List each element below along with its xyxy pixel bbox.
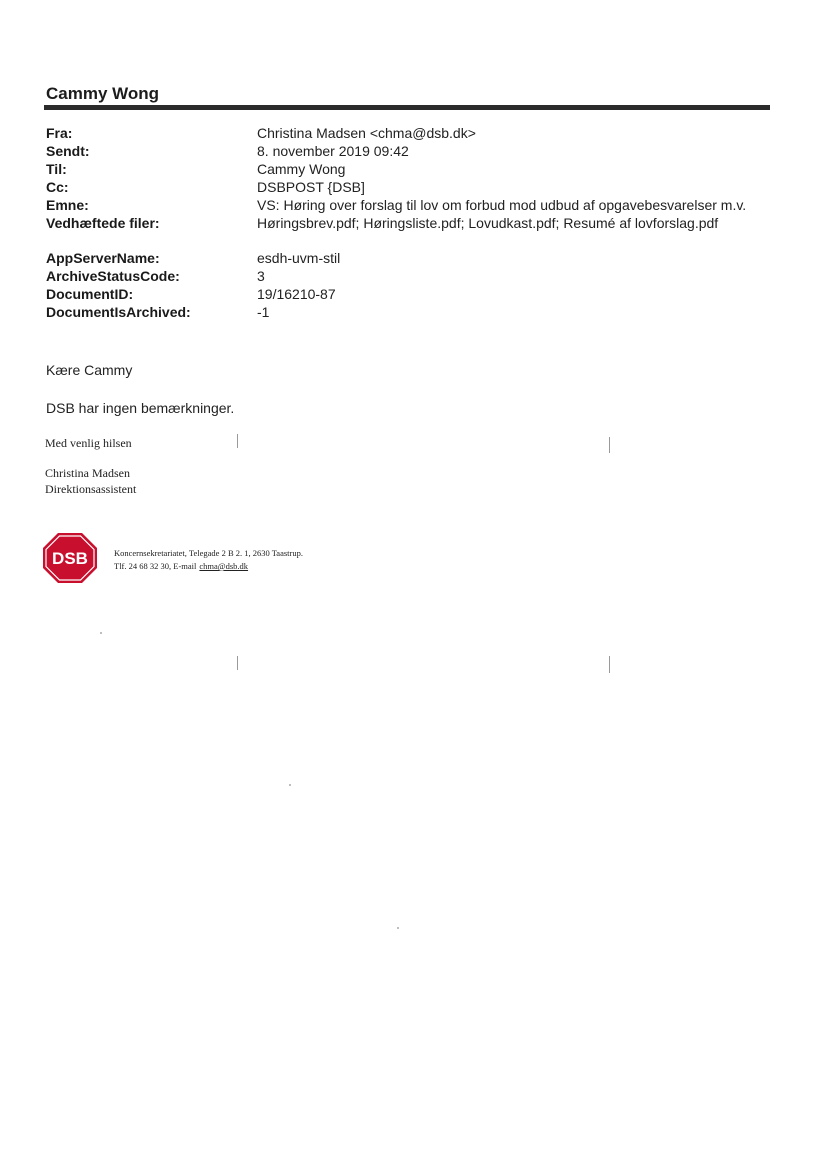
field-value-archive-status: 3 xyxy=(257,268,265,284)
signature-role: Direktionsassistent xyxy=(45,482,137,496)
field-label: AppServerName: xyxy=(46,250,160,266)
field-value-to: Cammy Wong xyxy=(257,161,346,177)
signature-name: Christina Madsen xyxy=(45,466,130,480)
field-label: Vedhæftede filer: xyxy=(46,215,160,231)
title-divider xyxy=(44,105,770,110)
field-value-attachments: Høringsbrev.pdf; Høringsliste.pdf; Lovudkast.pdf; Resumé af lovforslag.pdf xyxy=(257,215,719,231)
page-title: Cammy Wong xyxy=(46,84,160,103)
scan-artifact xyxy=(609,656,610,673)
field-value-subject: VS: Høring over forslag til lov om forbud mod udbud af opgavebesvarelser m.v. xyxy=(257,197,747,213)
field-label: ArchiveStatusCode: xyxy=(46,268,180,284)
footer-email-link[interactable]: chma@dsb.dk xyxy=(199,561,249,571)
field-label: Fra: xyxy=(46,125,73,141)
field-label: Til: xyxy=(46,161,67,177)
field-value-cc: DSBPOST {DSB] xyxy=(257,179,365,195)
dsb-logo-text: DSB xyxy=(52,549,88,568)
field-label: Sendt: xyxy=(46,143,90,159)
signature-closing: Med venlig hilsen xyxy=(45,436,132,450)
scan-artifact xyxy=(237,656,238,670)
scan-artifact xyxy=(237,434,238,448)
greeting: Kære Cammy xyxy=(46,362,133,378)
footer-address: Koncernsekretariatet, Telegade 2 B 2. 1, 2630 Taastrup. xyxy=(114,548,303,558)
message-body: DSB har ingen bemærkninger. xyxy=(46,400,235,416)
scan-speck xyxy=(100,632,102,634)
field-value-app-server: esdh-uvm-stil xyxy=(257,250,341,266)
scan-speck xyxy=(397,927,399,929)
scan-artifact xyxy=(609,437,610,453)
dsb-logo xyxy=(42,532,98,584)
scan-speck xyxy=(289,784,291,786)
field-label: DocumentIsArchived: xyxy=(46,304,191,320)
field-value-from: Christina Madsen <chma@dsb.dk> xyxy=(257,125,476,141)
field-value-sent: 8. november 2019 09:42 xyxy=(257,143,409,159)
footer-phone: Tlf. 24 68 32 30, E-mail xyxy=(114,561,197,571)
field-label: Cc: xyxy=(46,179,69,195)
field-label: DocumentID: xyxy=(46,286,134,302)
field-value-is-archived: -1 xyxy=(257,304,270,320)
field-value-document-id: 19/16210-87 xyxy=(257,286,336,302)
footer-contact xyxy=(114,561,248,571)
field-label: Emne: xyxy=(46,197,89,213)
